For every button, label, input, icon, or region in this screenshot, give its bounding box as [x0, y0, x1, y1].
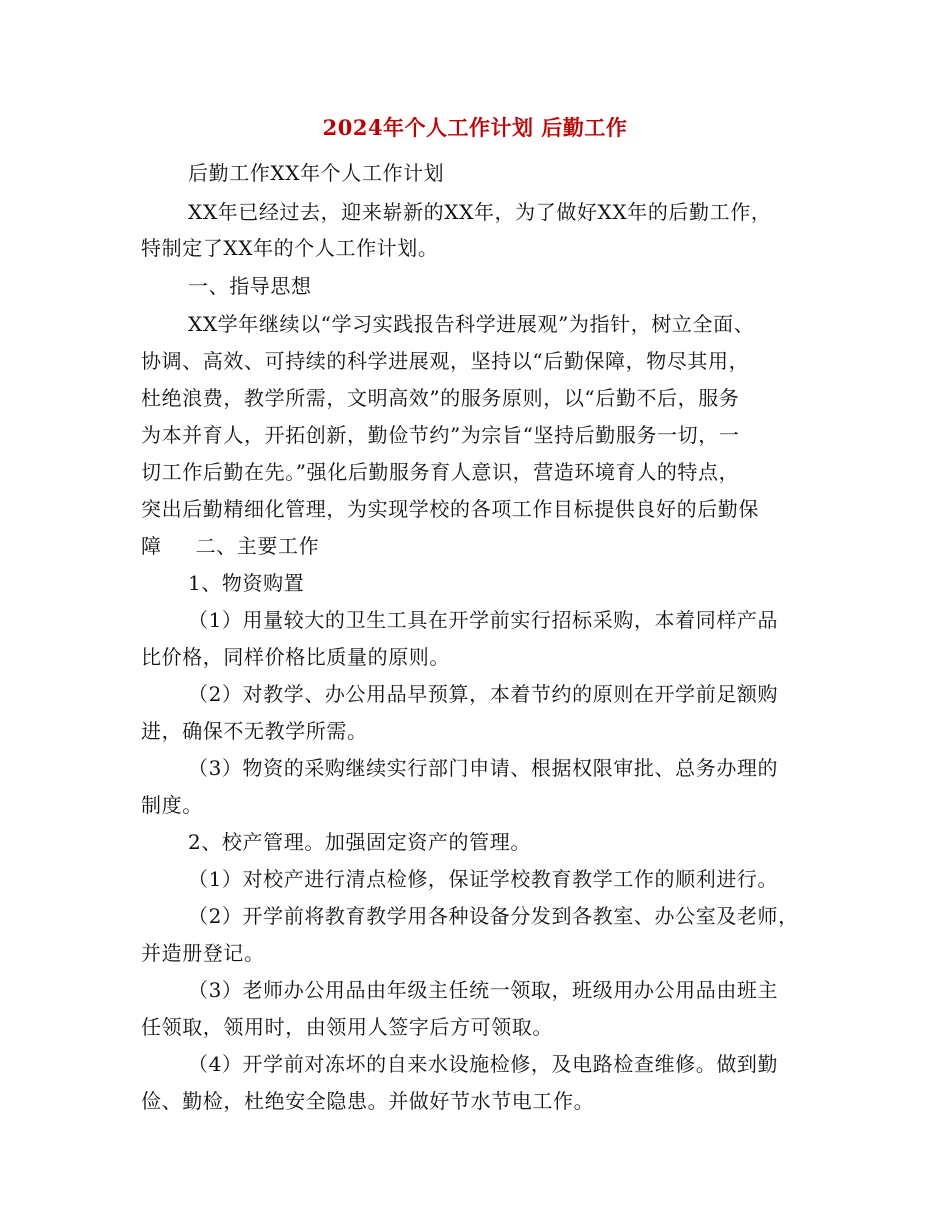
paragraph-line: 杜绝浪费，教学所需，文明高效”的服务原则，以“后勤不后，服务	[141, 386, 740, 410]
list-item-line: （4）开学前对冻坏的自来水设施检修，及电路检查维修。做到勤	[188, 1052, 779, 1076]
paragraph-line	[141, 534, 319, 558]
paragraph-line: 为本并育人，开拓创新，勤俭节约”为宗旨“坚持后勤服务一切，一	[141, 423, 740, 447]
list-item-line: 任领取，领用时，由领用人签字后方可领取。	[141, 1015, 553, 1039]
list-item-line: 进，确保不无教学所需。	[141, 719, 368, 743]
section-heading: 一、指导思想	[188, 274, 312, 298]
subsection-heading: 2、校产管理。加强固定资产的管理。	[188, 830, 531, 854]
list-item-line: （2）对教学、办公用品早预算，本着节约的原则在开学前足额购	[188, 682, 779, 706]
paragraph-line: 切工作后勤在先。”强化后勤服务育人意识，营造环境育人的特点，	[141, 460, 740, 484]
list-item-line: 制度。	[141, 793, 203, 817]
paragraph-line: 突出后勤精细化管理，为实现学校的各项工作目标提供良好的后勤保	[141, 497, 759, 521]
paragraph-line: XX年已经过去，迎来崭新的XX年，为了做好XX年的后勤工作，	[188, 200, 772, 224]
list-item-line: （2）开学前将教育教学用各种设备分发到各教室、办公室及老师，	[188, 904, 799, 928]
list-item-line: （3）物资的采购继续实行部门申请、根据权限审批、总务办理的	[188, 756, 779, 780]
subsection-heading: 1、物资购置	[188, 571, 305, 595]
list-item-line: 俭、勤检，杜绝安全隐患。并做好节水节电工作。	[141, 1089, 595, 1113]
section-heading: 二、主要工作	[195, 534, 320, 558]
paragraph-line: 协调、高效、可持续的科学进展观，坚持以“后勤保障，物尽其用，	[141, 349, 750, 373]
list-item-line: （1）用量较大的卫生工具在开学前实行招标采购，本着同样产品	[188, 608, 779, 632]
paragraph-fragment: 障	[141, 534, 162, 558]
list-item-line: （1）对校产进行清点检修，保证学校教育教学工作的顺利进行。	[188, 867, 779, 891]
paragraph-line: XX学年继续以“学习实践报告科学进展观”为指针，树立全面、	[188, 312, 755, 336]
list-item-line: 并造册登记。	[141, 941, 265, 965]
paragraph-line: 特制定了XX年的个人工作计划。	[141, 236, 439, 260]
list-item-line: （3）老师办公用品由年级主任统一领取，班级用办公用品由班主	[188, 978, 779, 1002]
subtitle-line: 后勤工作XX年个人工作计划	[188, 161, 445, 185]
list-item-line: 比价格，同样价格比质量的原则。	[141, 645, 450, 669]
document-title: 2024年个人工作计划 后勤工作	[322, 115, 628, 140]
